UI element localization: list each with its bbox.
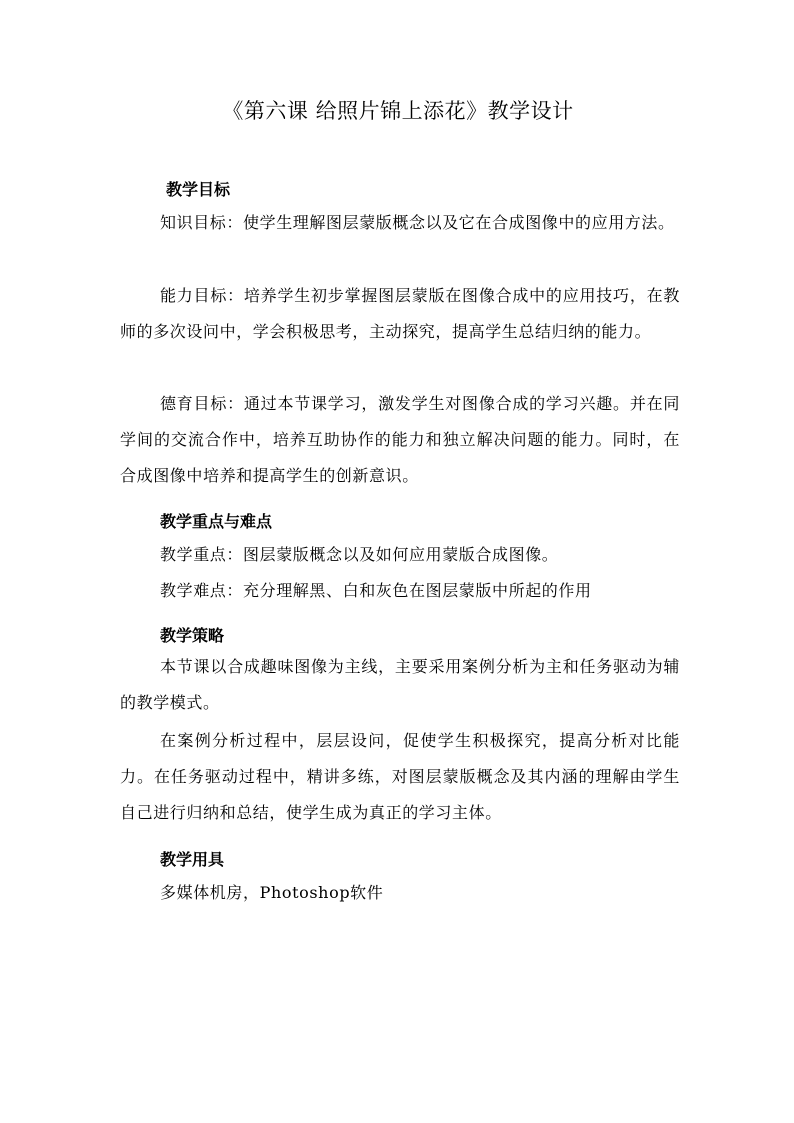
strategy-paragraph-2: 在案例分析过程中，层层设问，促使学生积极探究，提高分析对比能力。在任务驱动过程中，精讲多练，对图层蒙版概念及其内涵的理解由学生自己进行归纳和总结，使学生成为真正的学习主体。	[120, 731, 680, 822]
heading-teaching-strategy: 教学策略	[160, 626, 225, 645]
strategy-paragraph-1: 本节课以合成趣味图像为主线，主要采用案例分析为主和任务驱动为辅的教学模式。	[120, 657, 680, 712]
heading-key-points: 教学重点与难点	[160, 512, 273, 531]
heading-teaching-goals: 教学目标	[166, 180, 231, 199]
knowledge-goal-paragraph: 知识目标：使学生理解图层蒙版概念以及它在合成图像中的应用方法。	[160, 213, 675, 232]
ability-goal-paragraph: 能力目标：培养学生初步掌握图层蒙版在图像合成中的应用技巧，在教师的多次设问中，学会积极思考，主动探究，提高学生总结归纳的能力。	[120, 286, 680, 341]
teaching-focus-line: 教学重点：图层蒙版概念以及如何应用蒙版合成图像。	[160, 545, 559, 564]
heading-teaching-tools: 教学用具	[160, 850, 225, 869]
teaching-tools-line: 多媒体机房，Photoshop软件	[160, 883, 384, 902]
document-title: 《第六课 给照片锦上添花》教学设计	[222, 99, 574, 123]
teaching-difficulty-line: 教学难点：充分理解黑、白和灰色在图层蒙版中所起的作用	[160, 581, 592, 600]
moral-goal-paragraph: 德育目标：通过本节课学习，激发学生对图像合成的学习兴趣。并在同学间的交流合作中，培养互助协作的能力和独立解决问题的能力。同时，在合成图像中培养和提高学生的创新意识。	[120, 394, 680, 485]
